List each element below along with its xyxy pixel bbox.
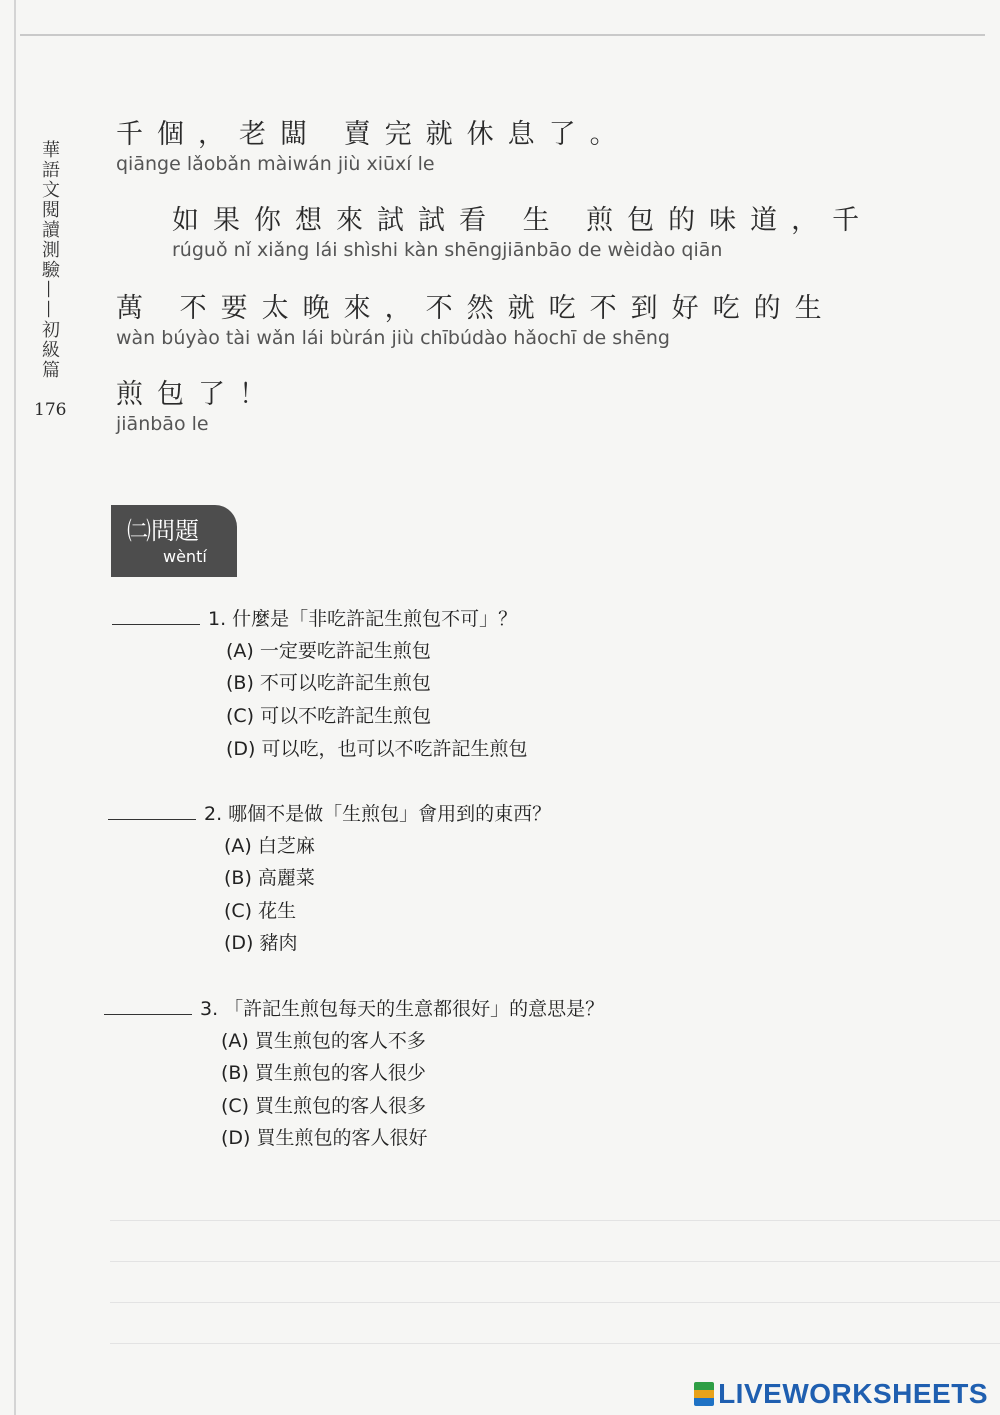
option-1a: (A) 一定要吃許記生煎包 — [226, 640, 431, 662]
option-2a: (A) 白芝麻 — [224, 835, 315, 857]
liveworksheets-logo[interactable] — [694, 1379, 988, 1409]
option-3a: (A) 買生煎包的客人不多 — [221, 1030, 426, 1052]
passage-pinyin: wàn búyào tài wǎn lái bùrán jiù chībúdào hǎochī de shēng — [116, 327, 670, 349]
passage-line-3 — [116, 286, 836, 349]
question-text: 1. 什麼是「非吃許記生煎包不可」？ — [208, 608, 518, 630]
option-2b: (B) 高麗菜 — [224, 867, 315, 889]
option-1d: (D) 可以吃，也可以不吃許記生煎包 — [226, 738, 528, 760]
option-2d: (D) 豬肉 — [224, 932, 298, 954]
passage-pinyin: qiānge lǎobǎn màiwán jiù xiūxí le — [116, 153, 435, 175]
option-1c: (C) 可以不吃許記生煎包 — [226, 705, 432, 727]
passage-line-2 — [172, 198, 873, 261]
option-3d: (D) 買生煎包的客人很好 — [221, 1127, 428, 1149]
passage-hanzi: 煎包了！ — [116, 379, 280, 410]
passage-line-4 — [116, 372, 280, 435]
ruled-lines — [110, 1180, 1000, 1355]
option-1b: (B) 不可以吃許記生煎包 — [226, 672, 431, 694]
passage-line-1 — [116, 112, 631, 175]
passage-hanzi: 如果你想來試試看 生 煎包的味道，千 — [172, 205, 874, 236]
page-edge — [14, 0, 16, 1415]
option-3b: (B) 買生煎包的客人很少 — [221, 1062, 426, 1084]
answer-blank[interactable] — [104, 1014, 192, 1015]
passage-hanzi: 千個，老闆 賣完就休息了。 — [116, 119, 631, 150]
answer-blank[interactable] — [112, 624, 200, 625]
question-1 — [112, 604, 517, 631]
passage-pinyin: jiānbāo le — [116, 413, 209, 435]
option-2c: (C) 花生 — [224, 900, 297, 922]
liveworksheets-logo-icon — [694, 1382, 714, 1406]
option-3c: (C) 買生煎包的客人很多 — [221, 1095, 427, 1117]
section-title: ㈡問題 — [127, 517, 199, 545]
question-text: 3. 「許記生煎包每天的生意都很好」的意思是？ — [200, 998, 605, 1020]
page-number: 176 — [34, 400, 67, 420]
question-2 — [108, 799, 551, 826]
question-text: 2. 哪個不是做「生煎包」會用到的東西？ — [204, 803, 552, 825]
passage-hanzi: 萬 不要太晚來，不然就吃不到好吃的生 — [116, 293, 836, 324]
logo-text: LIVEWORKSHEETS — [718, 1378, 988, 1409]
passage-pinyin: rúguǒ nǐ xiǎng lái shìshi kàn shēngjiānbāo de wèidào qiān — [172, 239, 723, 261]
section-pinyin: wèntí — [163, 547, 207, 566]
question-3 — [104, 994, 604, 1021]
top-rule — [20, 34, 985, 36]
book-title: 華語文閱讀測驗——初級篇 — [39, 140, 60, 380]
answer-blank[interactable] — [108, 819, 196, 820]
section-header — [111, 505, 237, 577]
